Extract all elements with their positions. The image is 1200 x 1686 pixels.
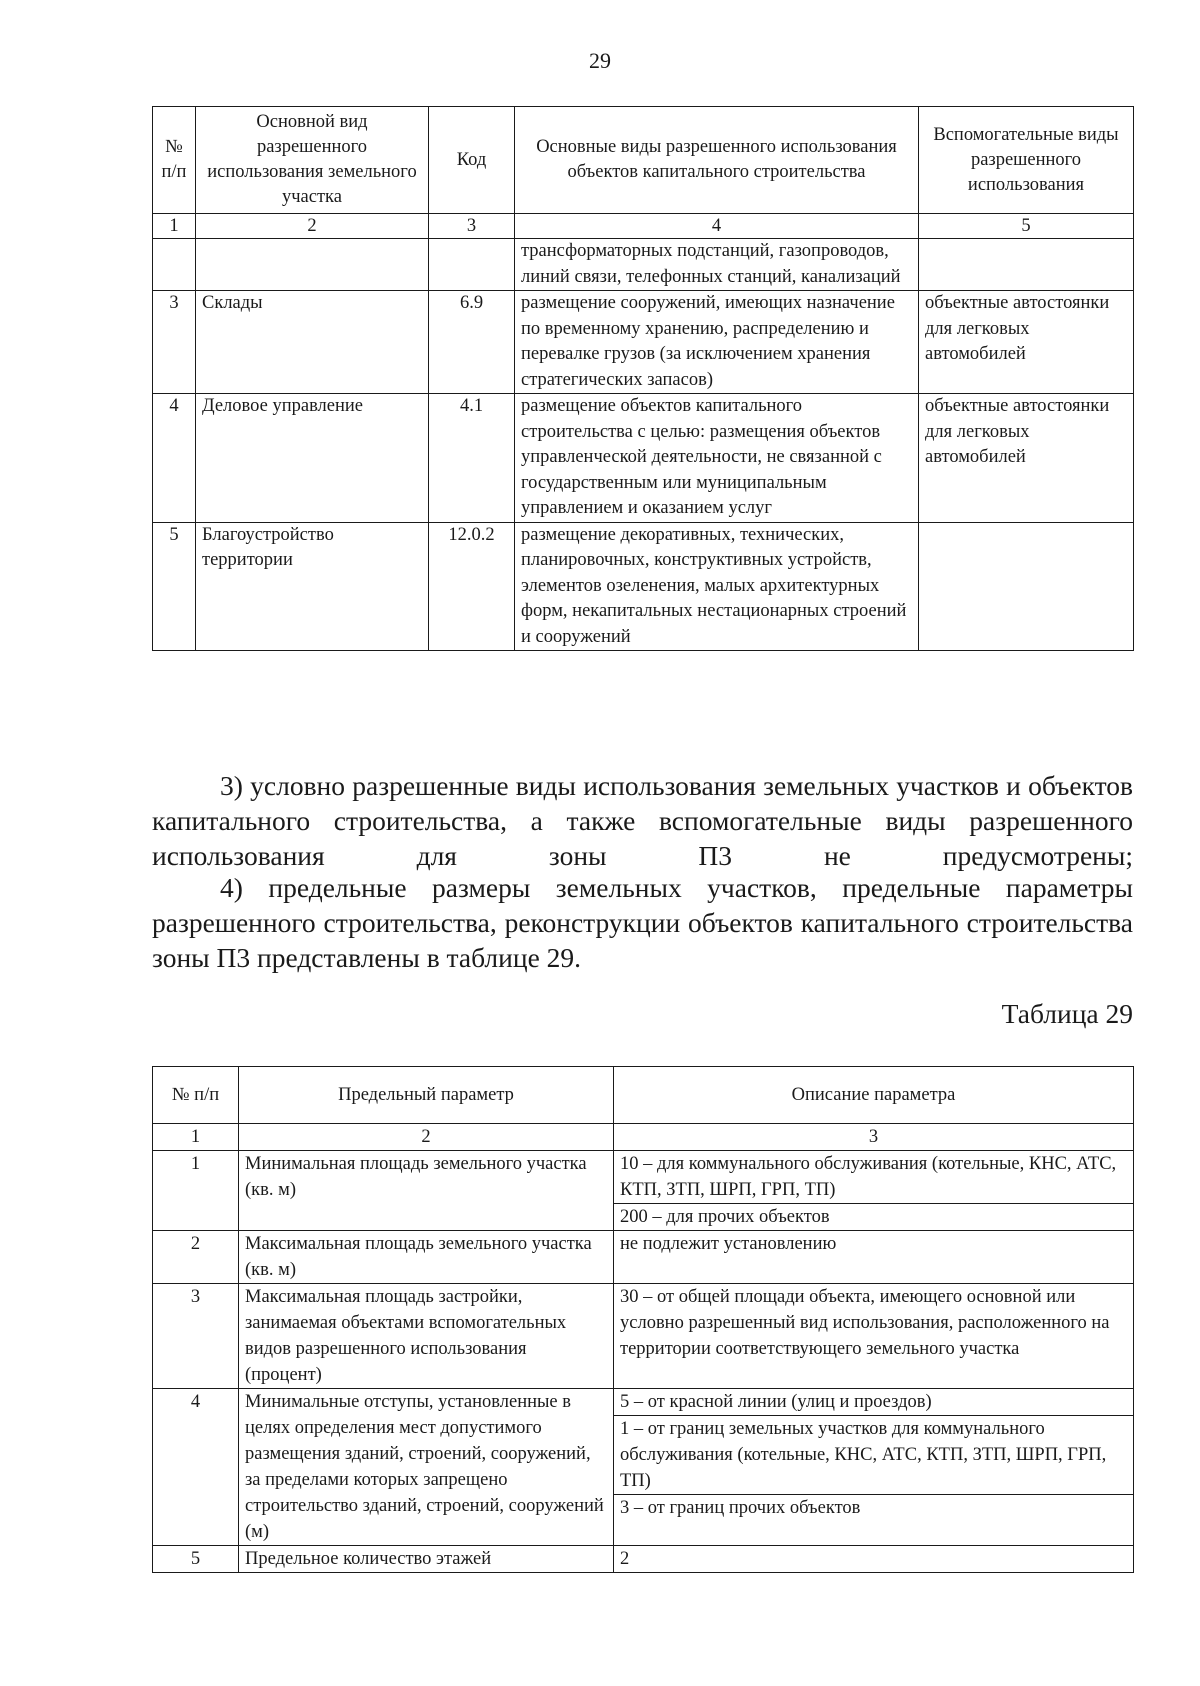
column-number: 2 <box>239 1124 614 1151</box>
use-name <box>196 239 429 291</box>
row-number: 3 <box>153 1284 239 1389</box>
header-param: Предельный параметр <box>239 1067 614 1124</box>
param-value: 1 – от границ земельных участков для коммунального обслуживания (котельные, КНС, АТС, КТП, ЗТП, ШРП, ГРП, ТП) <box>614 1416 1133 1495</box>
table-row <box>153 291 1134 394</box>
aux-use <box>919 522 1134 651</box>
use-name: Благоустройство территории <box>196 522 429 651</box>
param-value: 10 – для коммунального обслуживания (котельные, КНС, АТС, КТП, ЗТП, ШРП, ГРП, ТП) <box>614 1151 1133 1204</box>
column-number: 5 <box>919 214 1134 239</box>
table-row <box>153 1284 1134 1389</box>
param-name: Минимальная площадь земельного участка (кв. м) <box>239 1151 614 1231</box>
column-number: 1 <box>153 214 196 239</box>
table-row <box>153 1231 1134 1284</box>
param-name: Максимальная площадь земельного участка (кв. м) <box>239 1231 614 1284</box>
table-row <box>153 1151 1134 1231</box>
param-value: 30 – от общей площади объекта, имеющего основной или условно разрешенный вид использования, расположенного на территории соответствующего земельного участка <box>614 1284 1134 1389</box>
param-value: 200 – для прочих объектов <box>620 1207 830 1227</box>
table-header-row <box>153 107 1134 214</box>
use-code <box>429 239 515 291</box>
use-name: Склады <box>196 291 429 394</box>
param-name: Максимальная площадь застройки, занимаемая объектами вспомогательных видов разрешенного использования (процент) <box>239 1284 614 1389</box>
row-number: 3 <box>153 291 196 394</box>
use-description: размещение объектов капитального строительства с целью: размещения объектов управленческой деятельности, не связанной с государственным или муниципальным управлением и оказанием услуг <box>515 394 919 523</box>
table-header-row <box>153 1067 1134 1124</box>
header-no: № п/п <box>153 1067 239 1124</box>
column-number: 1 <box>153 1124 239 1151</box>
header-aux-kinds: Вспомогательные виды разрешенного использования <box>919 107 1134 214</box>
param-value: 2 <box>614 1546 1134 1573</box>
parameters-table <box>152 1066 1134 1573</box>
header-main-use: Основной вид разрешенного использования земельного участка <box>196 107 429 214</box>
row-number <box>153 239 196 291</box>
use-description: размещение сооружений, имеющих назначение по временному хранению, распределению и перевалке грузов (за исключением хранения стратегических запасов) <box>515 291 919 394</box>
header-code: Код <box>429 107 515 214</box>
page-number: 29 <box>589 48 611 73</box>
column-number-row <box>153 1124 1134 1151</box>
row-number: 2 <box>153 1231 239 1284</box>
table-row <box>153 1389 1134 1546</box>
header-no: № п/п <box>153 107 196 214</box>
row-number: 5 <box>153 522 196 651</box>
param-value: 5 – от красной линии (улиц и проездов) <box>614 1389 1133 1416</box>
table-row <box>153 1546 1134 1573</box>
param-values <box>614 1389 1134 1546</box>
row-number: 4 <box>153 394 196 523</box>
column-number: 4 <box>515 214 919 239</box>
table-caption: Таблица 29 <box>1001 998 1133 1029</box>
paragraph-4: 4) предельные размеры земельных участков, предельные параметры разрешенного строительства, реконструкции объектов капитального строительства зоны П3 представлены в таблице 29. <box>152 872 1133 973</box>
row-number: 1 <box>153 1151 239 1231</box>
use-code: 12.0.2 <box>429 522 515 651</box>
use-code: 6.9 <box>429 291 515 394</box>
row-number: 5 <box>153 1546 239 1573</box>
table-row <box>153 239 1134 291</box>
use-name: Деловое управление <box>196 394 429 523</box>
column-number: 2 <box>196 214 429 239</box>
header-main-kinds: Основные виды разрешенного использования объектов капитального строительства <box>515 107 919 214</box>
param-name: Предельное количество этажей <box>239 1546 614 1573</box>
param-values <box>614 1151 1134 1231</box>
header-desc: Описание параметра <box>614 1067 1134 1124</box>
aux-use <box>919 239 1134 291</box>
param-value: не подлежит установлению <box>614 1231 1134 1284</box>
column-number-row <box>153 214 1134 239</box>
use-description: размещение декоративных, технических, планировочных, конструктивных устройств, элементов озеленения, малых архитектурных форм, некапитальных нестационарных строений и сооружений <box>515 522 919 651</box>
aux-use: объектные автостоянки для легковых автомобилей <box>919 291 1134 394</box>
table-row <box>153 522 1134 651</box>
paragraph-3: 3) условно разрешенные виды использования земельных участков и объектов капитального строительства, а также вспомогательные виды разрешенного использования для зоны П3 не предусмотрены; <box>152 770 1133 871</box>
aux-use: объектные автостоянки для легковых автомобилей <box>919 394 1134 523</box>
use-description: трансформаторных подстанций, газопроводов, линий связи, телефонных станций, канализаций <box>515 239 919 291</box>
column-number: 3 <box>614 1124 1134 1151</box>
use-code: 4.1 <box>429 394 515 523</box>
param-value: 3 – от границ прочих объектов <box>620 1498 861 1518</box>
column-number: 3 <box>429 214 515 239</box>
param-name: Минимальные отступы, установленные в целях определения мест допустимого размещения зданий, строений, сооружений, за пределами которых запрещено строительство зданий, строений, сооружений (м) <box>239 1389 614 1546</box>
land-use-table <box>152 106 1134 651</box>
row-number: 4 <box>153 1389 239 1546</box>
table-row <box>153 394 1134 523</box>
